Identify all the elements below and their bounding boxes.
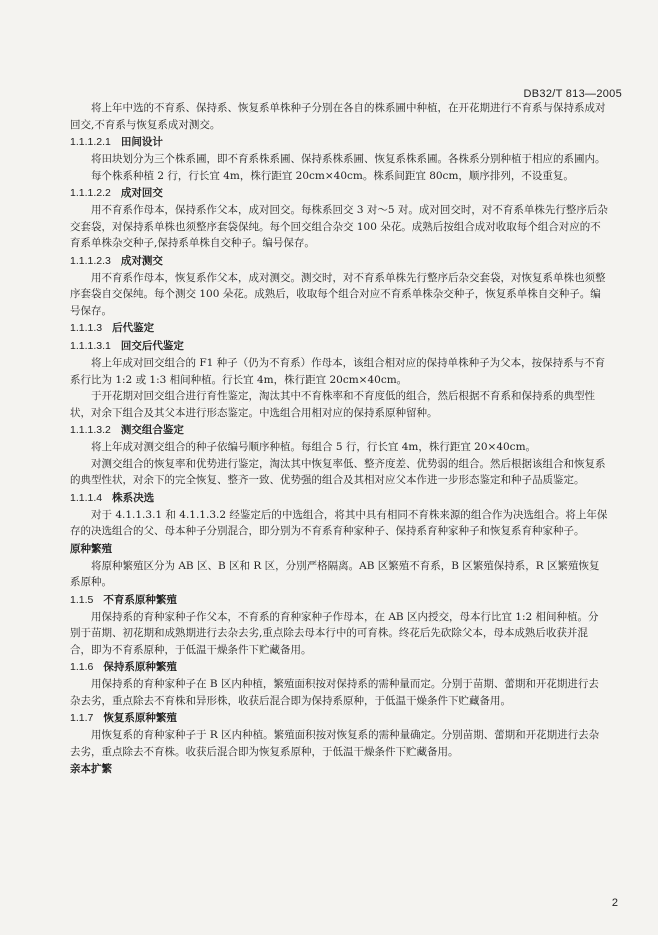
paragraph: 用保持系的育种家种子在 B 区内种植，繁殖面积按对保持系的需种量而定。分别于苗期、蕾期和开花期进行去杂去劣，重点除去不育株和异形株，收获后混合即为保持系原种，于低温干燥条件下贮藏备用。 [70, 678, 599, 707]
standard-code: DB32/T 813—2005 [523, 88, 622, 100]
section-title: 田间设计 [120, 136, 163, 148]
section-number: 1.1.1.4 [70, 491, 103, 504]
section-number: 1.1.1.3.1 [70, 340, 111, 352]
section-title: 保持系原种繁殖 [103, 661, 177, 673]
section-heading [70, 319, 608, 337]
paragraph: 用不育系作母本，保持系作父本，成对回交。每株系回交 3 对～5 对。成对回交时，对不育系单株先行整序后杂交套袋，对保持系单株也须整序套袋保纯。每个回交组合杂交 100 朵花。成熟后按组合成对收取每个组合对应的不育系单株杂交种子,保持系单株自交种子。编号保存。 [70, 204, 608, 249]
paragraph: 每个株系种植 2 行，行长宜 4m，株行距宜 20cm×40cm。株系间距宜 80cm，顺序排列，不设重复。 [91, 169, 574, 182]
subsection-heading: 亲本扩繁 [70, 763, 112, 775]
section-title: 测交组合鉴定 [120, 424, 184, 436]
section-heading [70, 489, 608, 507]
section-number: 1.1.5 [70, 593, 94, 606]
section-number: 1.1.1.2.3 [70, 254, 111, 267]
paragraph: 用保持系的育种家种子作父本，不育系的育种家种子作母本，在 AB 区内授交，母本行比宜 1:2 相间种植。分别于苗期、初花期和成熟期进行去杂去劣,重点除去母本行中的可育株。终花后先砍除父本，母本成熟后收获并混合，即为不育系原种，于低温干燥条件下贮藏备用。 [70, 610, 599, 656]
section-number: 1.1.6 [70, 661, 94, 673]
section-title: 回交后代鉴定 [120, 340, 184, 352]
paragraph: 将上年成对测交组合的种子依编号顺序种植。每组合 5 行，行长宜 4m，株行距宜 20×40cm。 [91, 441, 537, 453]
paragraph: 于开花期对回交组合进行育性鉴定，淘汰其中不育株率和不育度低的组合，然后根据不育系和保持系的典型性状，对余下组合及其父本进行形态鉴定。中选组合用相对应的保持系原种留种。 [70, 390, 595, 419]
section-heading [70, 421, 608, 439]
subsection-heading: 原种繁殖 [70, 542, 112, 555]
paragraph: 对于 4.1.1.3.1 和 4.1.1.3.2 经鉴定后的中选组合，将其中具有相同不育株来源的组合作为决选组合。将上年保存的决选组合的父、母本种子分别混合，即分别为不育系育种家种子、保持系育种家种子和恢复系育种家种子。 [70, 508, 608, 537]
section-number: 1.1.1.3.2 [70, 424, 111, 436]
section-heading [70, 658, 608, 676]
section-number: 1.1.7 [70, 712, 94, 724]
paragraph: 用不育系作母本，恢复系作父本，成对测交。测交时，对不育系单株先行整序后杂交套袋，对恢复系单株也须整序套袋自交保纯。每个测交 100 朵花。成熟后，收取每个组合对应不育系单株杂交种子，恢复系单株自交种子。编号保存。 [70, 271, 606, 317]
section-heading [70, 252, 608, 270]
page-number: 2 [611, 897, 618, 909]
section-title: 成对回交 [120, 187, 163, 199]
section-heading [70, 709, 608, 727]
section-number: 1.1.1.2.1 [70, 136, 111, 148]
paragraph: 将上年中选的不育系、保持系、恢复系单株种子分别在各自的株系圃中种植，在开花期进行不育系与保持系成对回交,不育系与恢复系成对测交。 [70, 102, 606, 131]
paragraph: 用恢复系的育种家种子于 R 区内种植。繁殖面积按对恢复系的需种量确定。分别苗期、蕾期和开花期进行去杂去劣，重点除去不育株。收获后混合即为恢复系原种，于低温干燥条件下贮藏备用。 [70, 729, 600, 758]
section-title: 株系决选 [112, 491, 155, 504]
paragraph: 将田块划分为三个株系圃，即不育系株系圃、保持系株系圃、恢复系株系圃。各株系分别种植于相应的系圃内。 [91, 153, 606, 165]
section-title: 不育系原种繁殖 [103, 593, 177, 606]
section-heading [70, 133, 608, 151]
section-heading [70, 184, 608, 202]
document-body [70, 100, 608, 778]
section-number: 1.1.1.3 [70, 322, 103, 334]
paragraph: 将原种繁殖区分为 AB 区、B 区和 R 区，分別严格隔离。AB 区繁殖不育系，B 区繁殖保持系，R 区繁殖恢复系原种。 [70, 559, 600, 588]
section-number: 1.1.1.2.2 [70, 187, 111, 199]
paragraph: 将上年成对回交组合的 F1 种子（仍为不育系）作母本，该组合相对应的保持单株种子为父本，按保持系与不育系行比为 1:2 或 1:3 相间种植。行长宜 4m，株行距宜 20cm×40cm。 [70, 357, 606, 386]
section-title: 成对测交 [120, 254, 163, 267]
section-title: 后代鉴定 [112, 322, 155, 334]
section-heading [70, 337, 608, 355]
section-heading [70, 591, 608, 609]
paragraph: 对测交组合的恢复率和优势进行鉴定，淘汰其中恢复率低、整齐度差、优势弱的组合。然后根据该组合和恢复系的典型性状，对余下的完全恢复、整齐一致、优势强的组合及其相对应父本作进一步形态鉴定和种子品质鉴定。 [70, 457, 606, 486]
section-title: 恢复系原种繁殖 [103, 712, 177, 724]
